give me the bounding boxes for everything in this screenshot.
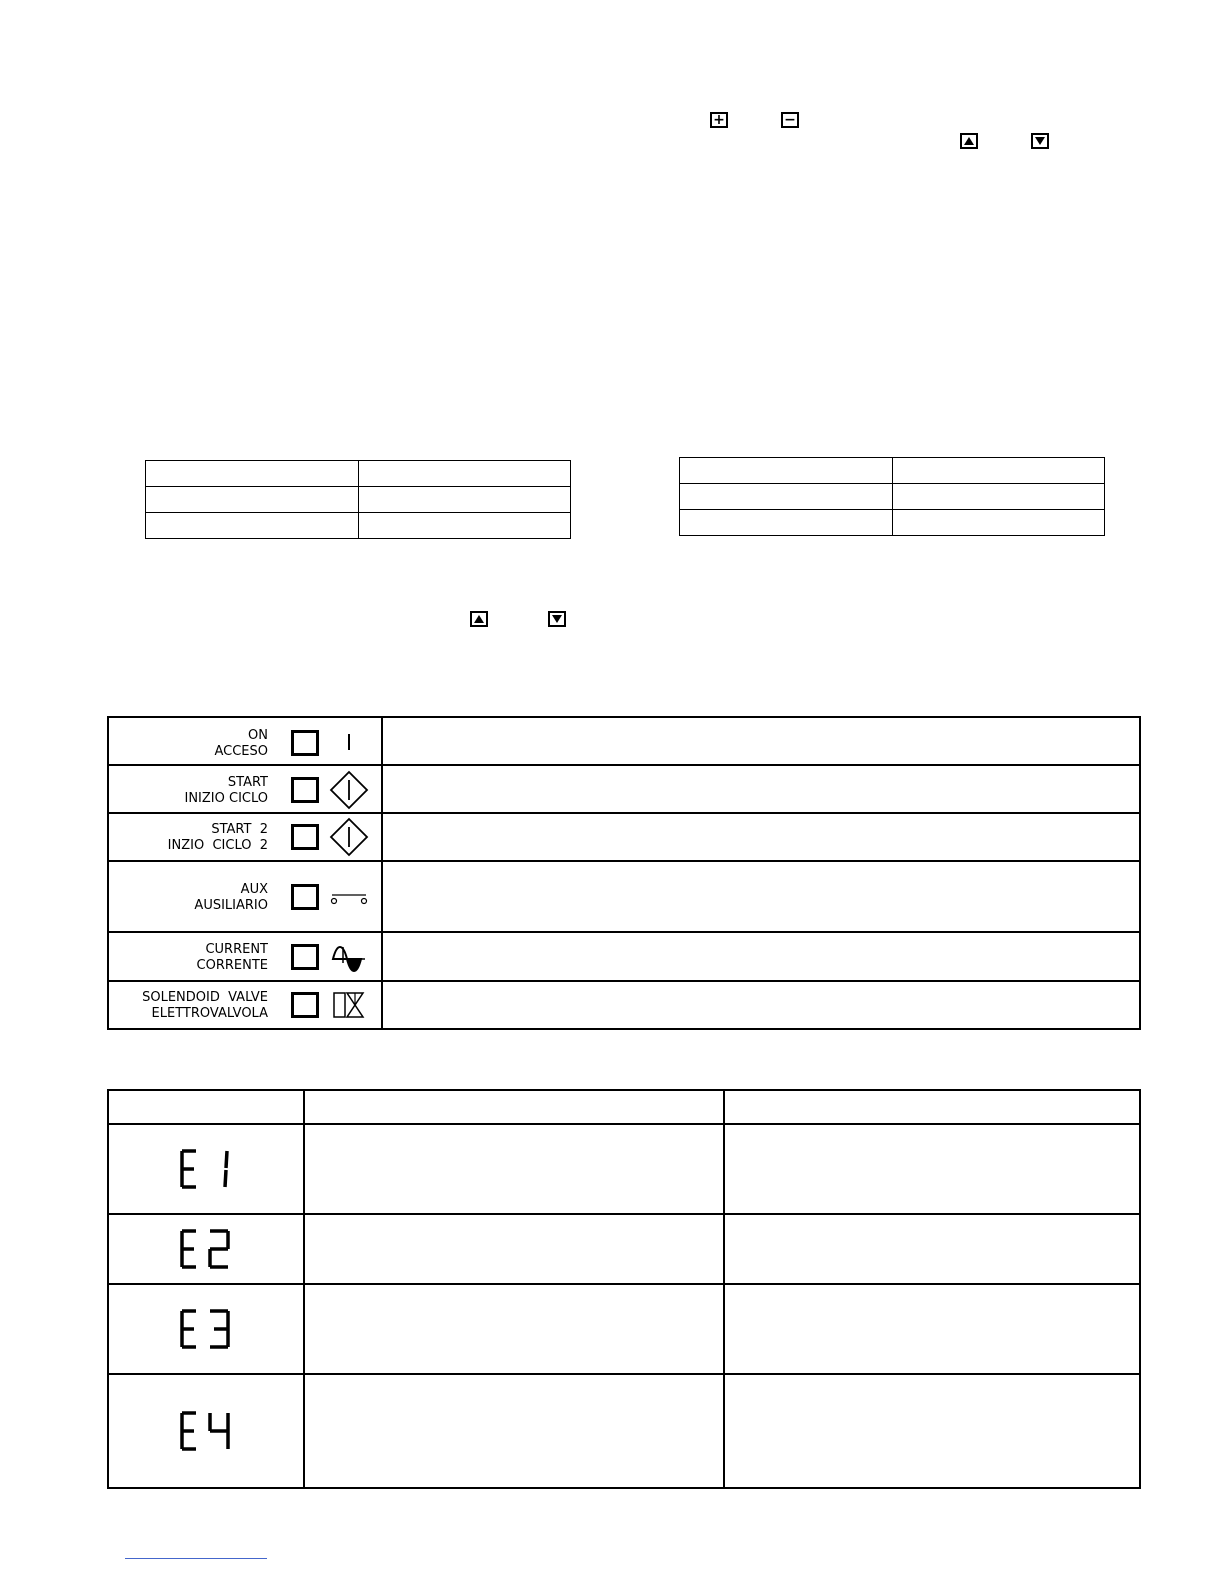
table-cell <box>893 510 1105 536</box>
right-empty-table <box>679 457 1105 536</box>
error-code-e4-display <box>176 1409 236 1453</box>
indicator-label-on: ON ACCESO <box>214 728 268 759</box>
table-cell <box>893 484 1105 510</box>
down-arrow-key-icon <box>1031 133 1049 149</box>
indicator-cell-on <box>108 717 382 765</box>
table-cell <box>680 510 893 536</box>
error-remedy <box>724 1214 1140 1284</box>
indicator-cell-start-2 <box>108 813 382 861</box>
header-cell <box>724 1090 1140 1124</box>
table-cell <box>359 487 571 513</box>
table-cell <box>893 458 1105 484</box>
error-code-table <box>107 1089 1141 1489</box>
error-description <box>304 1284 724 1374</box>
error-code-e2-display <box>176 1227 236 1271</box>
table-cell <box>680 484 893 510</box>
up-arrow-key-icon <box>470 611 488 627</box>
start-diamond-icon <box>329 817 369 857</box>
aux-contact-icon <box>329 877 369 917</box>
error-remedy <box>724 1284 1140 1374</box>
current-wave-icon <box>329 937 369 977</box>
indicator-description <box>382 765 1140 813</box>
indicator-label-solenoid-valve: SOLENDOID VALVE ELETTROVALVOLA <box>142 990 268 1021</box>
footer-link-underline <box>125 1558 267 1559</box>
indicator-cell-start <box>108 765 382 813</box>
error-code-cell <box>108 1214 304 1284</box>
led-square-icon <box>291 730 319 756</box>
indicator-cell-solenoid-valve <box>108 981 382 1029</box>
down-arrow-key-icon <box>548 611 566 627</box>
header-cell <box>108 1090 304 1124</box>
error-description <box>304 1374 724 1488</box>
error-remedy <box>724 1374 1140 1488</box>
led-square-icon <box>291 884 319 910</box>
header-cell <box>304 1090 724 1124</box>
table-cell <box>359 513 571 539</box>
indicator-description <box>382 813 1140 861</box>
up-arrow-key-icon <box>960 133 978 149</box>
indicator-label-start: START INIZIO CICLO <box>184 775 268 806</box>
on-bar-icon <box>329 722 369 762</box>
table-cell <box>146 513 359 539</box>
error-code-cell <box>108 1374 304 1488</box>
error-code-cell <box>108 1284 304 1374</box>
error-code-e1-display <box>176 1147 236 1191</box>
indicator-label-aux: AUX AUSILIARIO <box>194 882 268 913</box>
indicator-description <box>382 932 1140 981</box>
error-code-e3-display <box>176 1307 236 1351</box>
led-square-icon <box>291 824 319 850</box>
indicator-label-start-2: START 2 INZIO CICLO 2 <box>167 822 268 853</box>
indicator-description <box>382 717 1140 765</box>
indicator-label-current: CURRENT CORRENTE <box>196 942 268 973</box>
start-diamond-icon <box>329 770 369 810</box>
led-square-icon <box>291 777 319 803</box>
plus-glyph: + <box>713 112 725 128</box>
indicator-description <box>382 981 1140 1029</box>
error-remedy <box>724 1124 1140 1214</box>
indicator-description <box>382 861 1140 932</box>
solenoid-valve-icon <box>329 985 369 1025</box>
table-cell <box>146 487 359 513</box>
error-description <box>304 1214 724 1284</box>
indicator-cell-current <box>108 932 382 981</box>
led-square-icon <box>291 944 319 970</box>
table-cell <box>680 458 893 484</box>
minus-key-icon <box>781 112 799 128</box>
led-square-icon <box>291 992 319 1018</box>
indicator-table <box>107 716 1141 1030</box>
left-empty-table <box>145 460 571 539</box>
indicator-cell-aux <box>108 861 382 932</box>
table-cell <box>359 461 571 487</box>
table-cell <box>146 461 359 487</box>
error-code-cell <box>108 1124 304 1214</box>
error-description <box>304 1124 724 1214</box>
minus-glyph: − <box>784 112 796 128</box>
plus-key-icon <box>710 112 728 128</box>
